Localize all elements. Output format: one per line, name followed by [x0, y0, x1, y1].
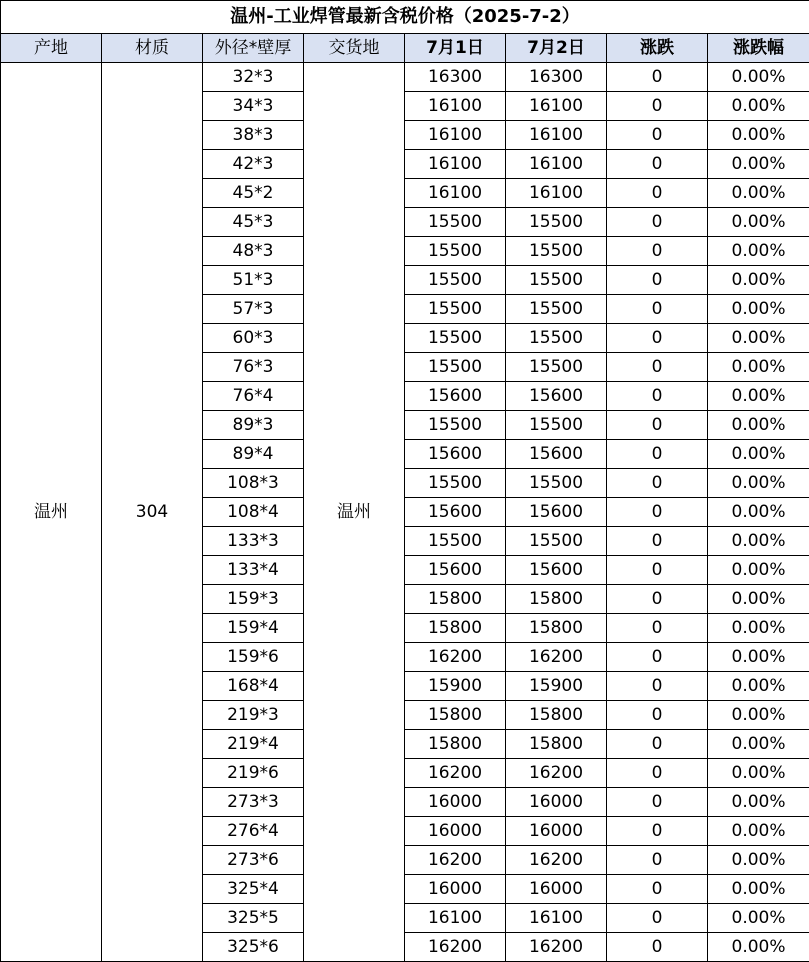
spec-cell: 57*3 — [203, 295, 304, 324]
change-pct-cell: 0.00% — [708, 179, 809, 208]
jul2-price-cell: 16300 — [506, 63, 607, 92]
change-pct-cell: 0.00% — [708, 614, 809, 643]
jul1-price-cell: 15500 — [405, 266, 506, 295]
jul2-price-cell: 15800 — [506, 614, 607, 643]
spec-cell: 325*5 — [203, 904, 304, 933]
change-cell: 0 — [607, 237, 708, 266]
change-pct-cell: 0.00% — [708, 208, 809, 237]
change-cell: 0 — [607, 440, 708, 469]
jul1-price-cell: 16200 — [405, 933, 506, 962]
change-cell: 0 — [607, 730, 708, 759]
jul2-price-cell: 15500 — [506, 237, 607, 266]
spec-cell: 89*3 — [203, 411, 304, 440]
change-cell: 0 — [607, 411, 708, 440]
table-body — [1, 63, 809, 962]
jul2-price-cell: 15500 — [506, 411, 607, 440]
change-pct-cell: 0.00% — [708, 324, 809, 353]
spec-cell: 133*4 — [203, 556, 304, 585]
table-title: 温州-工业焊管最新含税价格（2025-7-2） — [1, 1, 809, 34]
jul1-price-cell: 15500 — [405, 411, 506, 440]
header-spec: 外径*壁厚 — [203, 34, 304, 63]
spec-cell: 34*3 — [203, 92, 304, 121]
change-cell: 0 — [607, 585, 708, 614]
change-cell: 0 — [607, 614, 708, 643]
spec-cell: 159*4 — [203, 614, 304, 643]
jul2-price-cell: 16200 — [506, 643, 607, 672]
change-pct-cell: 0.00% — [708, 585, 809, 614]
header-material: 材质 — [102, 34, 203, 63]
change-pct-cell: 0.00% — [708, 469, 809, 498]
spec-cell: 45*3 — [203, 208, 304, 237]
change-cell: 0 — [607, 904, 708, 933]
change-pct-cell: 0.00% — [708, 92, 809, 121]
jul2-price-cell: 16100 — [506, 121, 607, 150]
jul1-price-cell: 16000 — [405, 875, 506, 904]
spec-cell: 38*3 — [203, 121, 304, 150]
change-cell: 0 — [607, 643, 708, 672]
jul2-price-cell: 15800 — [506, 701, 607, 730]
jul1-price-cell: 15500 — [405, 469, 506, 498]
spec-cell: 108*4 — [203, 498, 304, 527]
table-row — [1, 63, 809, 92]
change-pct-cell: 0.00% — [708, 121, 809, 150]
change-cell: 0 — [607, 150, 708, 179]
spec-cell: 168*4 — [203, 672, 304, 701]
spec-cell: 219*6 — [203, 759, 304, 788]
origin-cell: 温州 — [1, 63, 102, 962]
jul1-price-cell: 15600 — [405, 382, 506, 411]
change-pct-cell: 0.00% — [708, 788, 809, 817]
jul1-price-cell: 16300 — [405, 63, 506, 92]
jul1-price-cell: 15500 — [405, 295, 506, 324]
jul1-price-cell: 16100 — [405, 150, 506, 179]
jul2-price-cell: 15600 — [506, 556, 607, 585]
jul1-price-cell: 16200 — [405, 846, 506, 875]
spec-cell: 51*3 — [203, 266, 304, 295]
change-pct-cell: 0.00% — [708, 498, 809, 527]
jul2-price-cell: 16200 — [506, 759, 607, 788]
jul1-price-cell: 16000 — [405, 788, 506, 817]
change-cell: 0 — [607, 556, 708, 585]
change-cell: 0 — [607, 672, 708, 701]
change-cell: 0 — [607, 469, 708, 498]
jul2-price-cell: 15900 — [506, 672, 607, 701]
spec-cell: 159*6 — [203, 643, 304, 672]
jul1-price-cell: 15800 — [405, 585, 506, 614]
jul2-price-cell: 15500 — [506, 527, 607, 556]
spec-cell: 48*3 — [203, 237, 304, 266]
change-cell: 0 — [607, 933, 708, 962]
change-cell: 0 — [607, 295, 708, 324]
jul2-price-cell: 15800 — [506, 730, 607, 759]
spec-cell: 273*3 — [203, 788, 304, 817]
change-cell: 0 — [607, 527, 708, 556]
jul1-price-cell: 16100 — [405, 904, 506, 933]
jul1-price-cell: 16100 — [405, 121, 506, 150]
spec-cell: 45*2 — [203, 179, 304, 208]
jul1-price-cell: 16200 — [405, 643, 506, 672]
spec-cell: 276*4 — [203, 817, 304, 846]
change-pct-cell: 0.00% — [708, 846, 809, 875]
jul1-price-cell: 15800 — [405, 730, 506, 759]
jul2-price-cell: 15500 — [506, 295, 607, 324]
jul2-price-cell: 15500 — [506, 353, 607, 382]
spec-cell: 219*3 — [203, 701, 304, 730]
jul1-price-cell: 15600 — [405, 556, 506, 585]
jul1-price-cell: 15800 — [405, 614, 506, 643]
jul1-price-cell: 15600 — [405, 440, 506, 469]
jul1-price-cell: 15500 — [405, 353, 506, 382]
jul1-price-cell: 15900 — [405, 672, 506, 701]
change-pct-cell: 0.00% — [708, 672, 809, 701]
change-cell: 0 — [607, 759, 708, 788]
change-cell: 0 — [607, 382, 708, 411]
change-pct-cell: 0.00% — [708, 527, 809, 556]
change-pct-cell: 0.00% — [708, 701, 809, 730]
jul2-price-cell: 15500 — [506, 266, 607, 295]
header-change: 涨跌 — [607, 34, 708, 63]
header-origin: 产地 — [1, 34, 102, 63]
change-pct-cell: 0.00% — [708, 63, 809, 92]
spec-cell: 325*6 — [203, 933, 304, 962]
spec-cell: 273*6 — [203, 846, 304, 875]
change-pct-cell: 0.00% — [708, 556, 809, 585]
spec-cell: 219*4 — [203, 730, 304, 759]
jul1-price-cell: 16200 — [405, 759, 506, 788]
spec-cell: 159*3 — [203, 585, 304, 614]
jul2-price-cell: 16100 — [506, 150, 607, 179]
delivery-cell: 温州 — [304, 63, 405, 962]
change-pct-cell: 0.00% — [708, 295, 809, 324]
jul1-price-cell: 16100 — [405, 179, 506, 208]
change-pct-cell: 0.00% — [708, 643, 809, 672]
change-pct-cell: 0.00% — [708, 904, 809, 933]
change-cell: 0 — [607, 817, 708, 846]
jul2-price-cell: 16000 — [506, 788, 607, 817]
spec-cell: 60*3 — [203, 324, 304, 353]
change-cell: 0 — [607, 846, 708, 875]
jul1-price-cell: 15500 — [405, 208, 506, 237]
jul2-price-cell: 16100 — [506, 179, 607, 208]
change-pct-cell: 0.00% — [708, 817, 809, 846]
change-cell: 0 — [607, 701, 708, 730]
jul1-price-cell: 16000 — [405, 817, 506, 846]
header-jul2: 7月2日 — [506, 34, 607, 63]
change-cell: 0 — [607, 63, 708, 92]
change-pct-cell: 0.00% — [708, 266, 809, 295]
jul2-price-cell: 16000 — [506, 817, 607, 846]
change-cell: 0 — [607, 788, 708, 817]
jul2-price-cell: 16200 — [506, 846, 607, 875]
change-pct-cell: 0.00% — [708, 353, 809, 382]
jul2-price-cell: 15500 — [506, 469, 607, 498]
change-cell: 0 — [607, 266, 708, 295]
change-pct-cell: 0.00% — [708, 875, 809, 904]
change-cell: 0 — [607, 353, 708, 382]
change-cell: 0 — [607, 324, 708, 353]
jul2-price-cell: 16100 — [506, 92, 607, 121]
jul2-price-cell: 15600 — [506, 440, 607, 469]
jul2-price-cell: 16200 — [506, 933, 607, 962]
change-pct-cell: 0.00% — [708, 382, 809, 411]
spec-cell: 89*4 — [203, 440, 304, 469]
jul2-price-cell: 16100 — [506, 904, 607, 933]
jul1-price-cell: 15500 — [405, 527, 506, 556]
change-pct-cell: 0.00% — [708, 730, 809, 759]
jul1-price-cell: 15600 — [405, 498, 506, 527]
change-cell: 0 — [607, 208, 708, 237]
jul2-price-cell: 15800 — [506, 585, 607, 614]
change-pct-cell: 0.00% — [708, 411, 809, 440]
spec-cell: 133*3 — [203, 527, 304, 556]
spec-cell: 108*3 — [203, 469, 304, 498]
spec-cell: 76*3 — [203, 353, 304, 382]
jul2-price-cell: 15500 — [506, 208, 607, 237]
header-change-pct: 涨跌幅 — [708, 34, 809, 63]
jul2-price-cell: 15600 — [506, 498, 607, 527]
spec-cell: 42*3 — [203, 150, 304, 179]
change-pct-cell: 0.00% — [708, 150, 809, 179]
jul2-price-cell: 15500 — [506, 324, 607, 353]
jul2-price-cell: 16000 — [506, 875, 607, 904]
change-pct-cell: 0.00% — [708, 237, 809, 266]
spec-cell: 32*3 — [203, 63, 304, 92]
change-cell: 0 — [607, 92, 708, 121]
change-cell: 0 — [607, 179, 708, 208]
change-cell: 0 — [607, 498, 708, 527]
jul1-price-cell: 15500 — [405, 237, 506, 266]
jul1-price-cell: 15800 — [405, 701, 506, 730]
spec-cell: 325*4 — [203, 875, 304, 904]
change-pct-cell: 0.00% — [708, 759, 809, 788]
header-jul1: 7月1日 — [405, 34, 506, 63]
change-pct-cell: 0.00% — [708, 933, 809, 962]
change-pct-cell: 0.00% — [708, 440, 809, 469]
jul2-price-cell: 15600 — [506, 382, 607, 411]
header-delivery: 交货地 — [304, 34, 405, 63]
jul1-price-cell: 15500 — [405, 324, 506, 353]
spec-cell: 76*4 — [203, 382, 304, 411]
jul1-price-cell: 16100 — [405, 92, 506, 121]
change-cell: 0 — [607, 875, 708, 904]
material-cell: 304 — [102, 63, 203, 962]
change-cell: 0 — [607, 121, 708, 150]
